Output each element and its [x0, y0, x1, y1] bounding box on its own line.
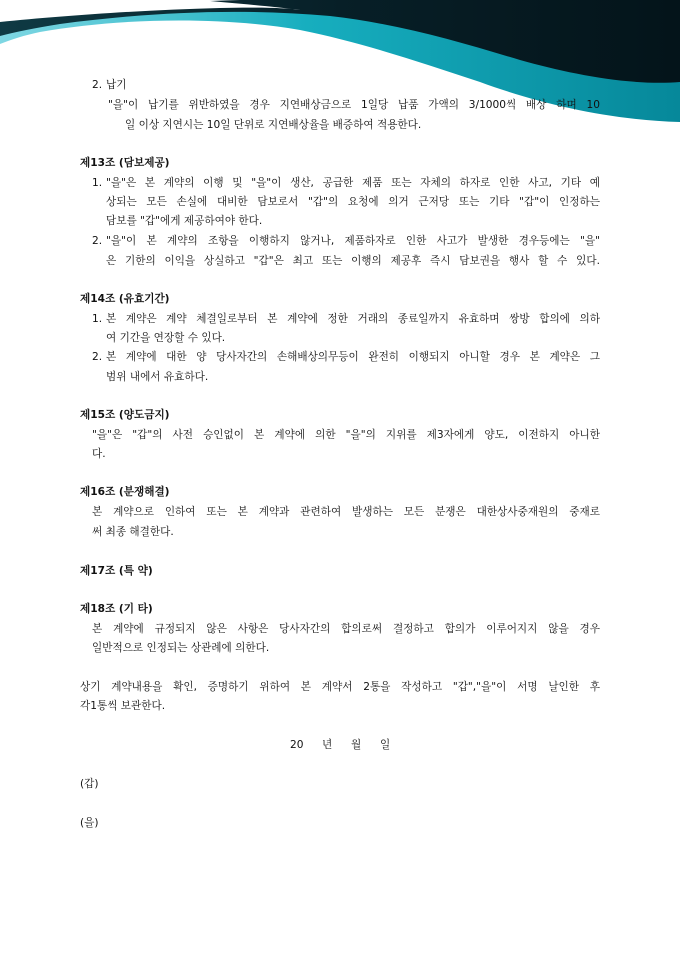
item-number: 1. — [92, 313, 103, 325]
paragraph-line: 범위 내에서 유효하다. — [106, 371, 209, 383]
party-eul: (을) — [80, 817, 99, 829]
paragraph-line: "을"은 본 계약의 이행 및 "을"이 생산, 공급한 제품 또는 자체의 하자로 인한 사고, 기타 예 — [106, 177, 600, 189]
paragraph-line: 담보를 "갑"에게 제공하여야 한다. — [106, 215, 263, 227]
paragraph-line: "을"은 "갑"의 사전 승인없이 본 계약에 의한 "을"의 지위를 제3자에게 양도, 이전하지 아니한 — [92, 429, 600, 441]
article-17-title: 제17조 (특 약) — [80, 565, 153, 577]
paragraph-line: 본 계약에 대한 양 당사자간의 손해배상의무등이 완전히 이행되지 아니할 경우 본 계약은 그 — [106, 351, 600, 363]
paragraph-line: 상되는 모든 손실에 대비한 담보로서 "갑"의 요청에 의거 근저당 또는 기타 "갑"이 인정하는 — [106, 196, 600, 208]
item-title: 납기 — [106, 79, 127, 91]
item-number: 2. — [92, 235, 103, 247]
item-number: 2. — [92, 79, 103, 91]
article-13-title: 제13조 (담보제공) — [80, 157, 170, 169]
paragraph-line: 일 이상 지연시는 10일 단위로 지연배상율을 배증하여 적용한다. — [125, 119, 422, 131]
item-number: 2. — [92, 351, 103, 363]
party-gap: (갑) — [80, 778, 99, 790]
article-15-title: 제15조 (양도금지) — [80, 409, 170, 421]
paragraph-line: 일반적으로 인정되는 상관례에 의한다. — [92, 642, 270, 654]
closing-line: 상기 계약내용을 확인, 증명하기 위하여 본 계약서 2통을 작성하고 "갑","을"이 서명 날인한 후 — [80, 681, 600, 693]
paragraph-line: 본 계약으로 인하여 또는 본 계약과 관련하여 발생하는 모든 분쟁은 대한상사중재원의 중재로 — [92, 506, 600, 518]
date-month-unit: 월 — [351, 739, 362, 751]
paragraph-line: "을"이 납기를 위반하였을 경우 지연배상금으로 1일당 납품 가액의 3/1000씩 배상 하며 10 — [108, 99, 600, 111]
paragraph-line: 여 기간을 연장할 수 있다. — [106, 332, 226, 344]
paragraph-line: 본 계약은 계약 체결일로부터 본 계약에 정한 거래의 종료일까지 유효하며 쌍방 합의에 의하 — [106, 313, 600, 325]
paragraph-line: 다. — [92, 448, 106, 460]
date-year-unit: 년 — [322, 739, 333, 751]
paragraph-line: 본 계약에 규정되지 않은 사항은 당사자간의 합의로써 결정하고 합의가 이루어지지 않을 경우 — [92, 623, 600, 635]
article-16-title: 제16조 (분쟁해결) — [80, 486, 170, 498]
article-18-title: 제18조 (기 타) — [80, 603, 153, 615]
item-number: 1. — [92, 177, 103, 189]
article-14-title: 제14조 (유효기간) — [80, 293, 170, 305]
date-year: 20 — [290, 739, 304, 751]
paragraph-line: 은 기한의 이익을 상실하고 "갑"은 최고 또는 이행의 제공후 즉시 담보권을 행사 할 수 있다. — [106, 255, 600, 267]
paragraph-line: 써 최종 해결한다. — [92, 526, 174, 538]
date-day-unit: 일 — [380, 739, 391, 751]
paragraph-line: "을"이 본 계약의 조항을 이행하지 않거나, 제품하자로 인한 사고가 발생한 경우등에는 "을" — [106, 235, 600, 247]
closing-line: 각1통씩 보관한다. — [80, 700, 166, 712]
